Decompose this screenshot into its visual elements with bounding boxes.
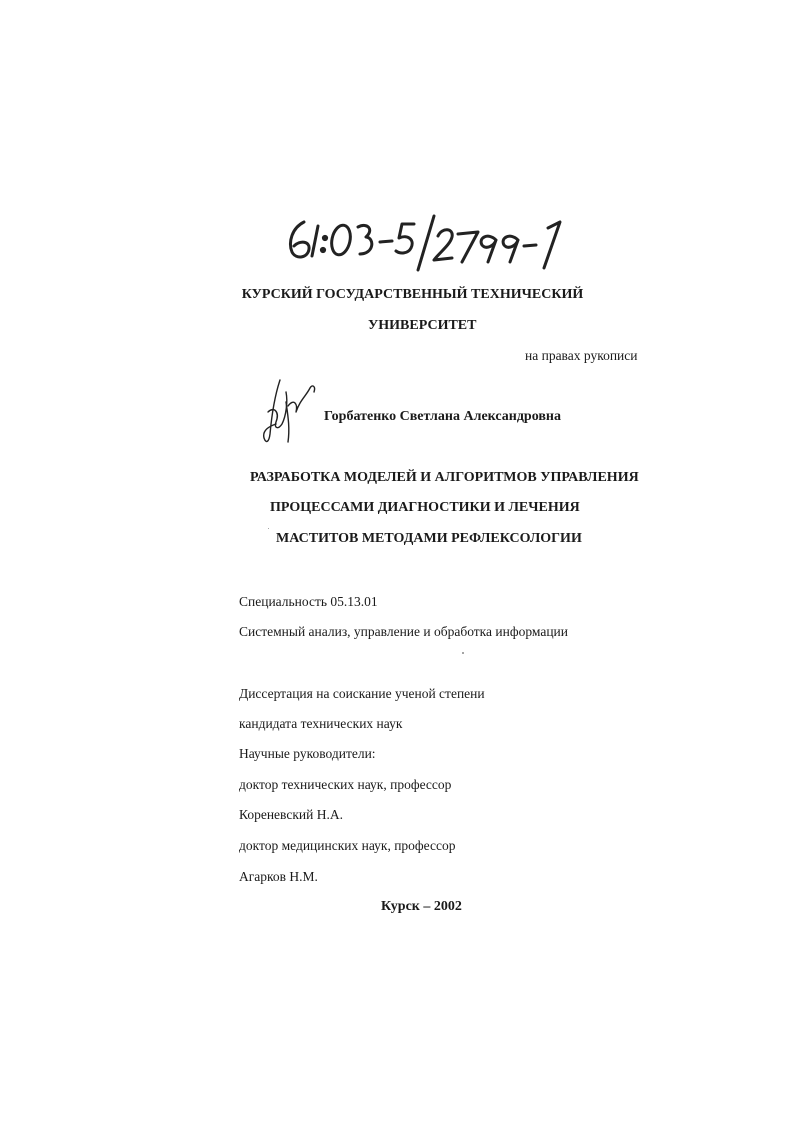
specialty-name: Системный анализ, управление и обработка информации [239,624,569,639]
handwritten-catalog-number [282,212,572,274]
scan-speck [462,652,464,654]
supervisor2-title: доктор медицинских наук, профессор [239,838,456,853]
university-name-line2: УНИВЕРСИТЕТ [368,318,477,333]
specialty-code: Специальность 05.13.01 [239,594,378,609]
degree-line1: Диссертация на соискание ученой степени [239,686,485,701]
supervisors-label: Научные руководители: [239,746,376,761]
scan-speck [268,528,269,529]
city-year: Курск – 2002 [381,899,462,914]
author-name: Горбатенко Светлана Александровна [324,409,561,424]
degree-line2: кандидата технических наук [239,716,403,731]
handwritten-signature [258,372,324,448]
thesis-title-line2: ПРОЦЕССАМИ ДИАГНОСТИКИ И ЛЕЧЕНИЯ [270,500,580,515]
thesis-title-line1: РАЗРАБОТКА МОДЕЛЕЙ И АЛГОРИТМОВ УПРАВЛЕНИЯ [250,470,639,485]
supervisor2-name: Агарков Н.М. [239,869,318,884]
supervisor1-title: доктор технических наук, профессор [239,777,452,792]
rights-note: на правах рукописи [525,348,638,363]
thesis-title-line3: МАСТИТОВ МЕТОДАМИ РЕФЛЕКСОЛОГИИ [276,531,582,546]
university-name-line1: КУРСКИЙ ГОСУДАРСТВЕННЫЙ ТЕХНИЧЕСКИЙ [241,287,584,302]
supervisor1-name: Кореневский Н.А. [239,807,343,822]
